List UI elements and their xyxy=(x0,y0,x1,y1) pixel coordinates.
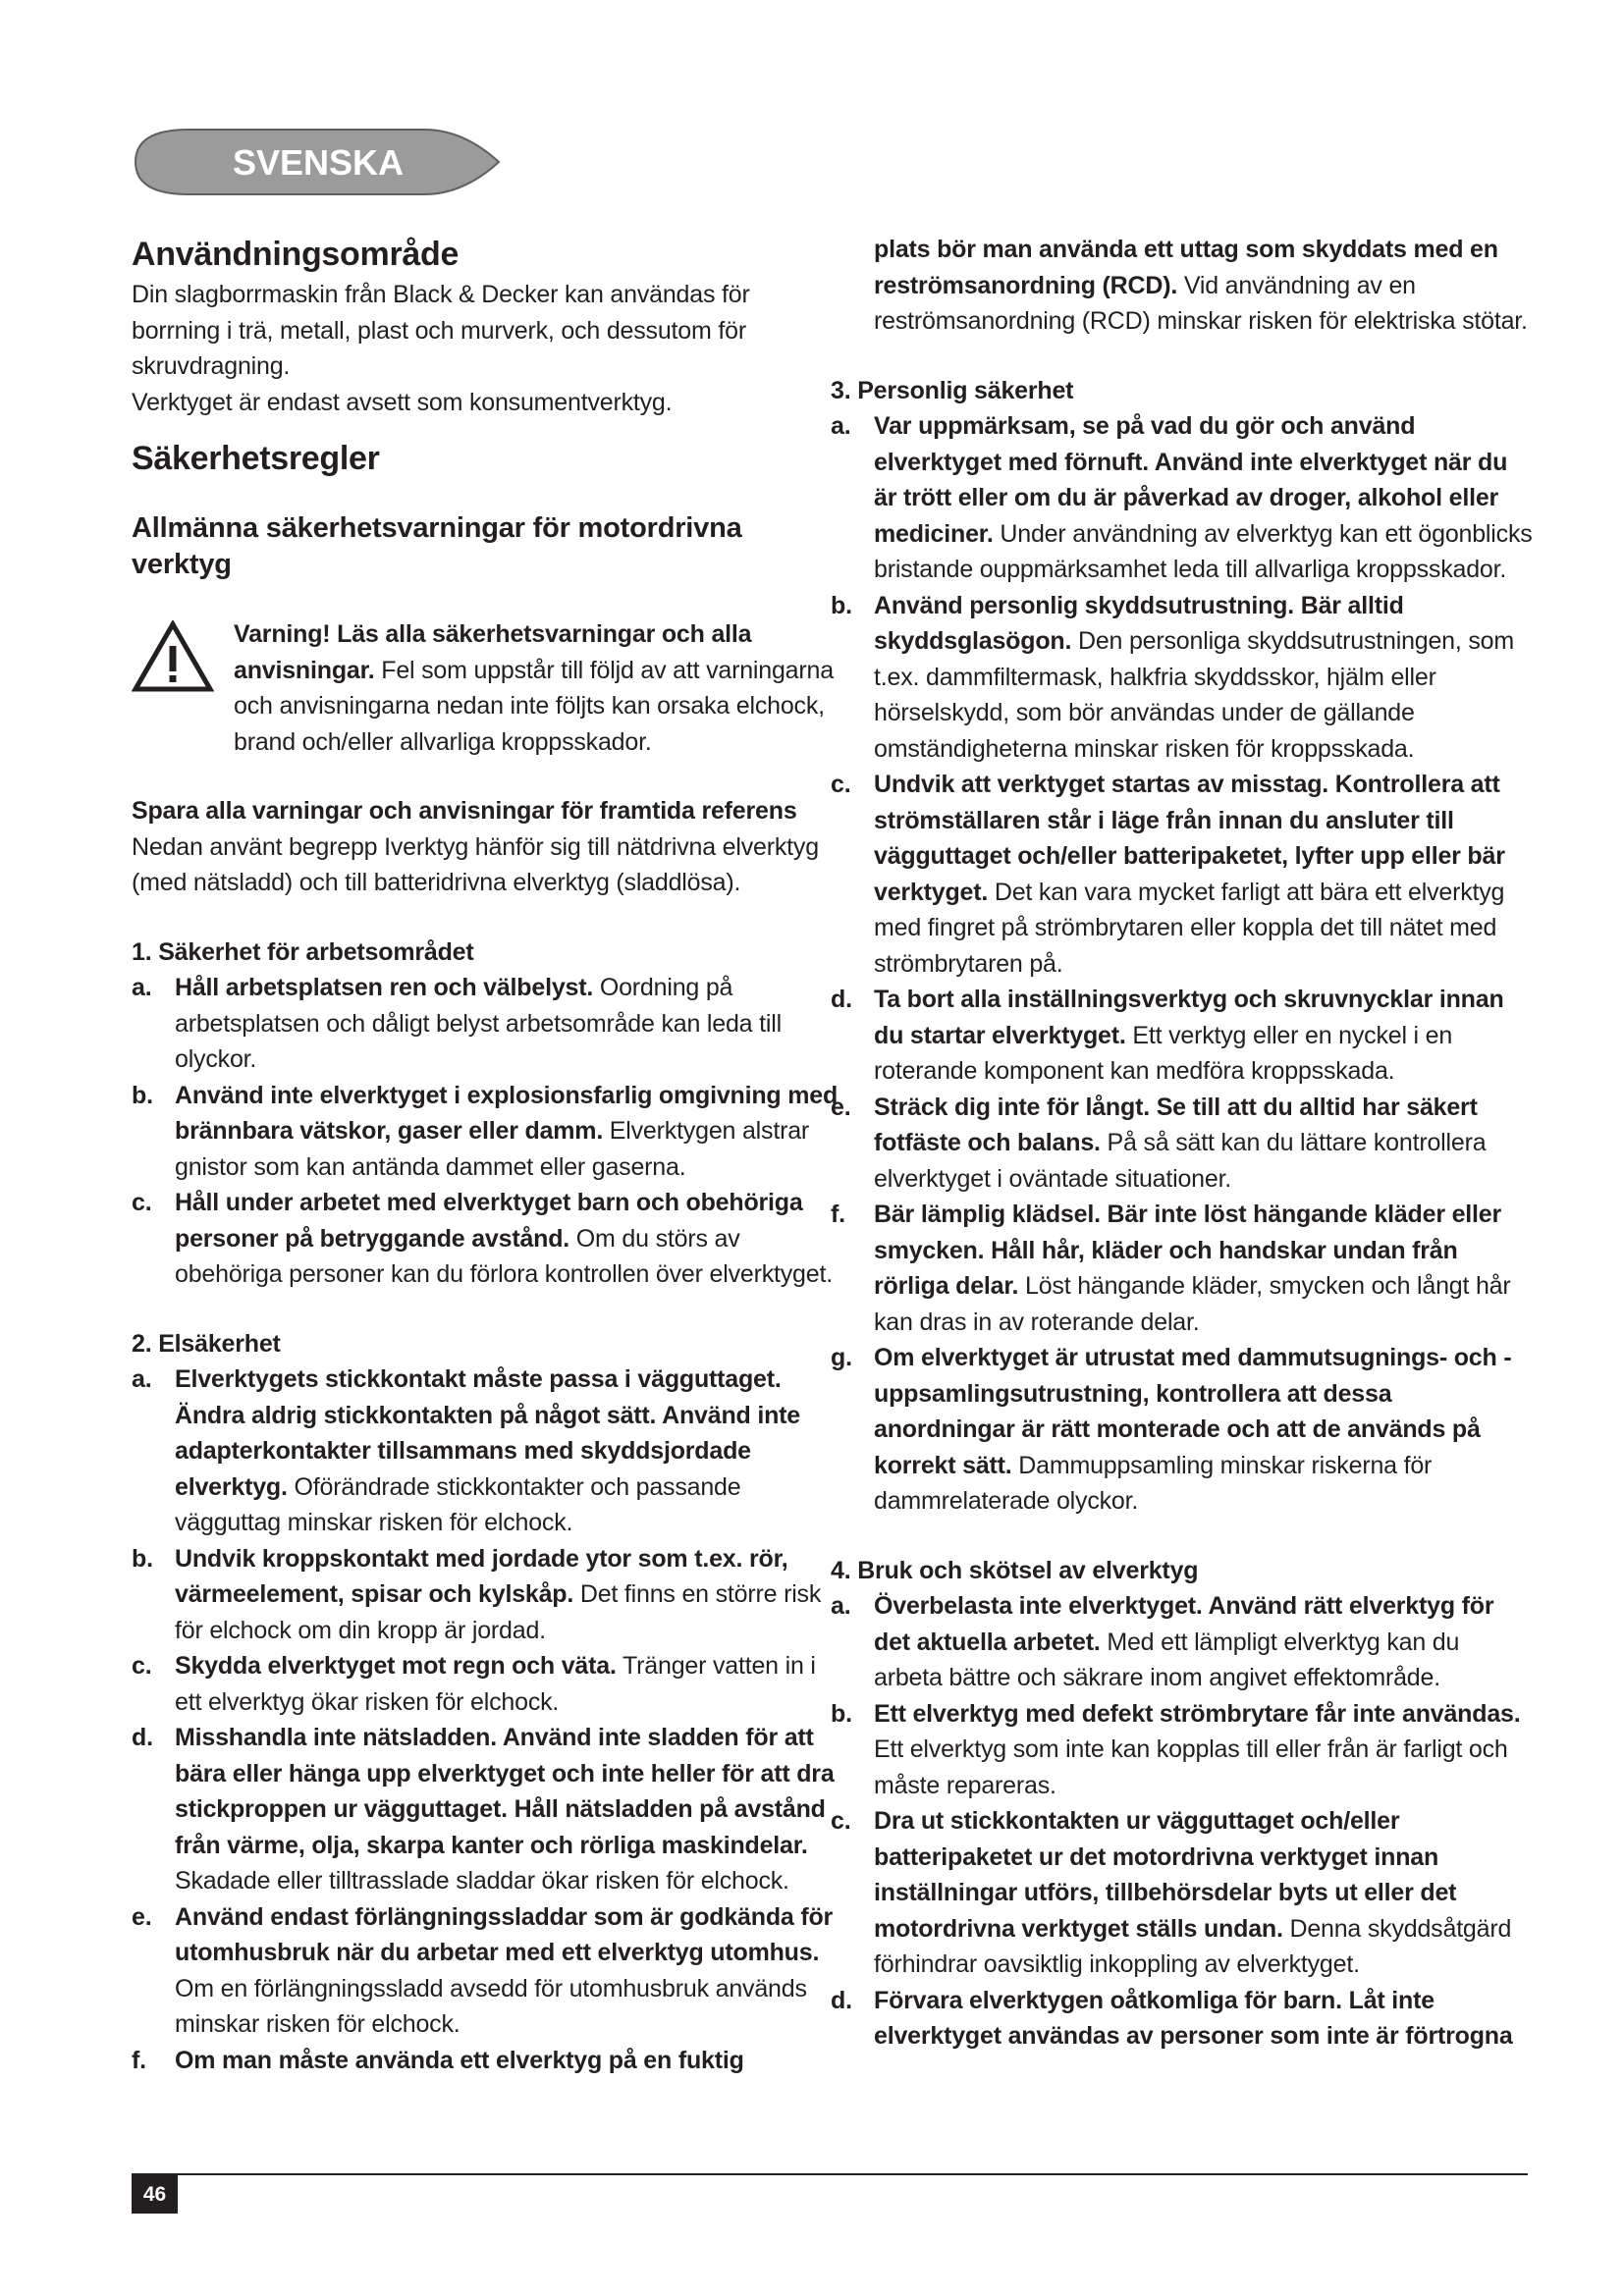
save-instructions xyxy=(132,793,839,829)
item-text: Det kan vara mycket farligt att bära ett elverktyg med fingret på strömbrytaren eller koppla det till nätet med strömbrytaren på. xyxy=(874,878,1505,978)
item-bold: Ta bort alla inställningsverktyg och skruvnycklar innan du startar elverktyget. xyxy=(874,986,1504,1049)
item-label: c. xyxy=(132,1652,152,1680)
item-bold: Skydda elverktyget mot regn och väta. xyxy=(175,1652,617,1680)
list-item xyxy=(132,1185,839,1293)
page-number: 46 xyxy=(132,2175,178,2214)
item-text: Oordning på arbetsplatsen och dåligt belyst arbetsområde kan leda till olyckor. xyxy=(175,974,782,1073)
item-label: b. xyxy=(132,1544,153,1573)
item-label: b. xyxy=(831,1699,852,1728)
item-label: d. xyxy=(831,986,852,1013)
warning-block xyxy=(132,616,839,760)
list-item xyxy=(132,2043,839,2079)
list-item xyxy=(831,1588,1533,1696)
definition-text: Nedan använt begrepp Iverktyg hänför sig till nätdrivna elverktyg (med nätsladd) och till batteridrivna elverktyg (sladdlösa). xyxy=(132,832,819,896)
item-label: a. xyxy=(132,974,152,1001)
item-bold: Överbelasta inte elverktyget. Använd rätt elverktyg för det aktuella arbetet. xyxy=(874,1592,1494,1656)
section-1-list xyxy=(132,970,839,1293)
item-bold: Om man måste använda ett elverktyg på en fuktig xyxy=(175,2046,744,2074)
warning-text xyxy=(234,616,839,760)
item-bold: Sträck dig inte för långt. Se till att du alltid har säkert fotfäste och balans. xyxy=(874,1093,1478,1156)
item-text: På så sätt kan du lättare kontrollera elverktyget i oväntade situationer. xyxy=(874,1129,1487,1193)
list-item xyxy=(831,1803,1533,1983)
continued-item xyxy=(831,232,1533,340)
section-2-title: 2. Elsäkerhet xyxy=(132,1329,281,1358)
section-3-list xyxy=(831,408,1533,1520)
item-text: Med ett lämpligt elverktyg kan du arbeta bättre och säkrare inom angivet effektområde. xyxy=(874,1628,1460,1691)
left-column xyxy=(132,232,839,2078)
item-text: Elverktygen alstrar gnistor som kan antända dammet eller gaserna. xyxy=(175,1117,810,1181)
section-3-title: 3. Personlig säkerhet xyxy=(831,376,1074,404)
item-bold: Elverktygets stickkontakt måste passa i vägguttaget. Ändra aldrig stickkontakten på något sätt. Använd inte adapterkontakter tillsammans med skyddsjordade elverktyg. xyxy=(175,1365,800,1501)
item-bold: Ett elverktyg med defekt strömbrytare får inte användas. xyxy=(874,1699,1521,1728)
item-text: Dammuppsamling minskar riskerna för dammrelaterade olyckor. xyxy=(874,1451,1433,1515)
item-text: Tränger vatten in i ett elverktyg ökar risken för elchock. xyxy=(175,1652,816,1716)
intro-text-2: Verktyget är endast avsett som konsumentverktyg. xyxy=(132,388,673,416)
warning-bold: Varning! Läs alla säkerhetsvarningar och alla anvisningar. xyxy=(234,620,752,684)
item-bold: Förvara elverktygen oåtkomliga för barn. Låt inte elverktyget användas av personer som inte är förtrogna xyxy=(874,1986,1513,2050)
item-label: e. xyxy=(831,1093,851,1121)
item-label: a. xyxy=(132,1365,152,1393)
item-label: b. xyxy=(831,591,852,619)
right-column xyxy=(831,232,1533,2055)
warning-normal: Fel som uppstår till följd av att varningarna och anvisningarna nedan inte följts kan orsaka elchock, brand och/eller allvarliga kroppsskador. xyxy=(234,656,834,756)
list-item xyxy=(831,767,1533,982)
list-item xyxy=(132,1648,839,1720)
item-bold: Misshandla inte nätsladden. Använd inte sladden för att bära eller hänga upp elverktyget och inte heller för att dra stickproppen ur vägguttaget. Håll nätsladden på avstånd från värme, olja, skarpa kanter och rörliga maskindelar. xyxy=(175,1724,835,1859)
item-bold: Dra ut stickkontakten ur vägguttaget och/eller batteripaketet ur det motordrivna verktyget innan inställningar utförs, tillbehörsdelar byts ut eller det motordrivna verktyget ställs undan. xyxy=(874,1807,1457,1943)
item-label: d. xyxy=(831,1986,852,2014)
item-bold: plats bör man använda ett uttag som skyddats med en reströmsanordning (RCD). xyxy=(874,236,1498,299)
item-bold: Var uppmärksam, se på vad du gör och använd elverktyget med förnuft. Använd inte elverktyget när du är trött eller om du är påverkad av droger, alkohol eller mediciner. xyxy=(874,412,1508,548)
item-text: Denna skyddsåtgärd förhindrar oavsiktlig inkoppling av elverktyget. xyxy=(874,1914,1512,1978)
item-label: c. xyxy=(132,1189,152,1216)
list-item xyxy=(831,588,1533,768)
list-item xyxy=(132,1899,839,2043)
list-item xyxy=(132,1541,839,1649)
item-bold: Undvik att verktyget startas av misstag. Kontrollera att strömställaren står i läge från innan du ansluter till vägguttaget och/eller batteripaketet, lyfter upp eller bär verktyget. xyxy=(874,771,1505,906)
item-bold: Undvik kroppskontakt med jordade ytor som t.ex. rör, värmeelement, spisar och kylskåp. xyxy=(175,1544,788,1608)
heading-usage: Användningsområde xyxy=(132,236,460,273)
item-text: Vid användning av en reströmsanordning (RCD) minskar risken för elektriska stötar. xyxy=(874,271,1528,335)
item-bold: Bär lämplig klädsel. Bär inte löst hängande kläder eller smycken. Håll hår, kläder och handskar undan från rörliga delar. xyxy=(874,1201,1502,1300)
item-bold: Använd personlig skyddsutrustning. Bär alltid skyddsglasögon. xyxy=(874,591,1404,655)
section-2-list xyxy=(132,1362,839,2078)
list-item xyxy=(831,1340,1533,1520)
item-label: e. xyxy=(132,1902,152,1931)
language-tab xyxy=(130,126,503,198)
item-label: c. xyxy=(831,1807,851,1835)
footer-rule xyxy=(132,2173,1528,2175)
warning-triangle-icon xyxy=(132,620,214,693)
item-text: Oförändrade stickkontakter och passande vägguttag minskar risken för elchock. xyxy=(175,1472,741,1536)
item-bold: Håll arbetsplatsen ren och välbelyst. xyxy=(175,974,594,1001)
item-bold: Använd endast förlängningssladdar som är godkända för utomhusbruk när du arbetar med ett elverktyg utomhus. xyxy=(175,1902,834,1966)
list-item xyxy=(831,1983,1533,2055)
item-bold: Håll under arbetet med elverktyget barn och obehöriga personer på betryggande avstånd. xyxy=(175,1189,803,1253)
list-item xyxy=(831,408,1533,588)
item-text: Det finns en större risk för elchock om din kropp är jordad. xyxy=(175,1580,822,1644)
item-label: a. xyxy=(831,1592,851,1620)
item-text: Under användning av elverktyg kan ett ögonblicks bristande ouppmärksamhet leda till allvarliga kroppsskador. xyxy=(874,519,1533,583)
intro-text: Din slagborrmaskin från Black & Decker kan användas för borrning i trä, metall, plast och murverk, och dessutom för skruvdragning. xyxy=(132,281,750,380)
item-text: Den personliga skyddsutrustningen, som t.ex. dammfiltermask, halkfria skyddsskor, hjälm eller hörselskydd, som bör användas under de gällande omständigheterna minskar risken för kroppsskada. xyxy=(874,627,1515,763)
item-text: Om en förlängningssladd avsedd för utomhusbruk används minskar risken för elchock. xyxy=(175,1974,807,2038)
list-item xyxy=(132,1078,839,1186)
save-bold: Spara alla varningar och anvisningar för framtida referens xyxy=(132,797,797,825)
item-bold: Använd inte elverktyget i explosionsfarlig omgivning med brännbara vätskor, gaser eller damm. xyxy=(175,1081,839,1145)
item-label: d. xyxy=(132,1724,153,1751)
item-text: Om du störs av obehöriga personer kan du förlora kontrollen över elverktyget. xyxy=(175,1224,833,1288)
language-tab-label: SVENSKA xyxy=(232,142,405,183)
item-text: Ett elverktyg som inte kan kopplas till eller från är farligt och måste repareras. xyxy=(874,1735,1508,1799)
item-text: Skadade eller tilltrasslade sladdar ökar risken för elchock. xyxy=(175,1867,789,1895)
section-4-list xyxy=(831,1588,1533,2055)
section-1-title: 1. Säkerhet för arbetsområdet xyxy=(132,937,474,966)
item-text: Löst hängande kläder, smycken och långt hår kan dras in av roterande delar. xyxy=(874,1272,1511,1336)
list-item xyxy=(132,1362,839,1541)
list-item xyxy=(831,1090,1533,1198)
item-label: a. xyxy=(831,412,851,440)
item-bold: Om elverktyget är utrustat med dammutsugnings- och -uppsamlingsutrustning, kontrollera att dessa anordningar är rätt monterade och att de används på korrekt sätt. xyxy=(874,1344,1512,1479)
list-item xyxy=(831,1197,1533,1340)
item-label: g. xyxy=(831,1344,852,1371)
list-item xyxy=(831,982,1533,1090)
list-item xyxy=(831,1696,1533,1804)
item-label: f. xyxy=(132,2046,146,2074)
item-label: c. xyxy=(831,771,851,798)
item-text: Ett verktyg eller en nyckel i en roterande komponent kan medföra kroppsskada. xyxy=(874,1021,1453,1085)
item-label: f. xyxy=(831,1201,845,1228)
heading-safety: Säkerhetsregler xyxy=(132,440,380,477)
list-item xyxy=(132,970,839,1078)
section-4-title: 4. Bruk och skötsel av elverktyg xyxy=(831,1556,1199,1584)
heading-general-warnings: Allmänna säkerhetsvarningar för motordrivna verktyg xyxy=(132,512,742,580)
item-label: b. xyxy=(132,1081,153,1109)
list-item xyxy=(132,1720,839,1899)
